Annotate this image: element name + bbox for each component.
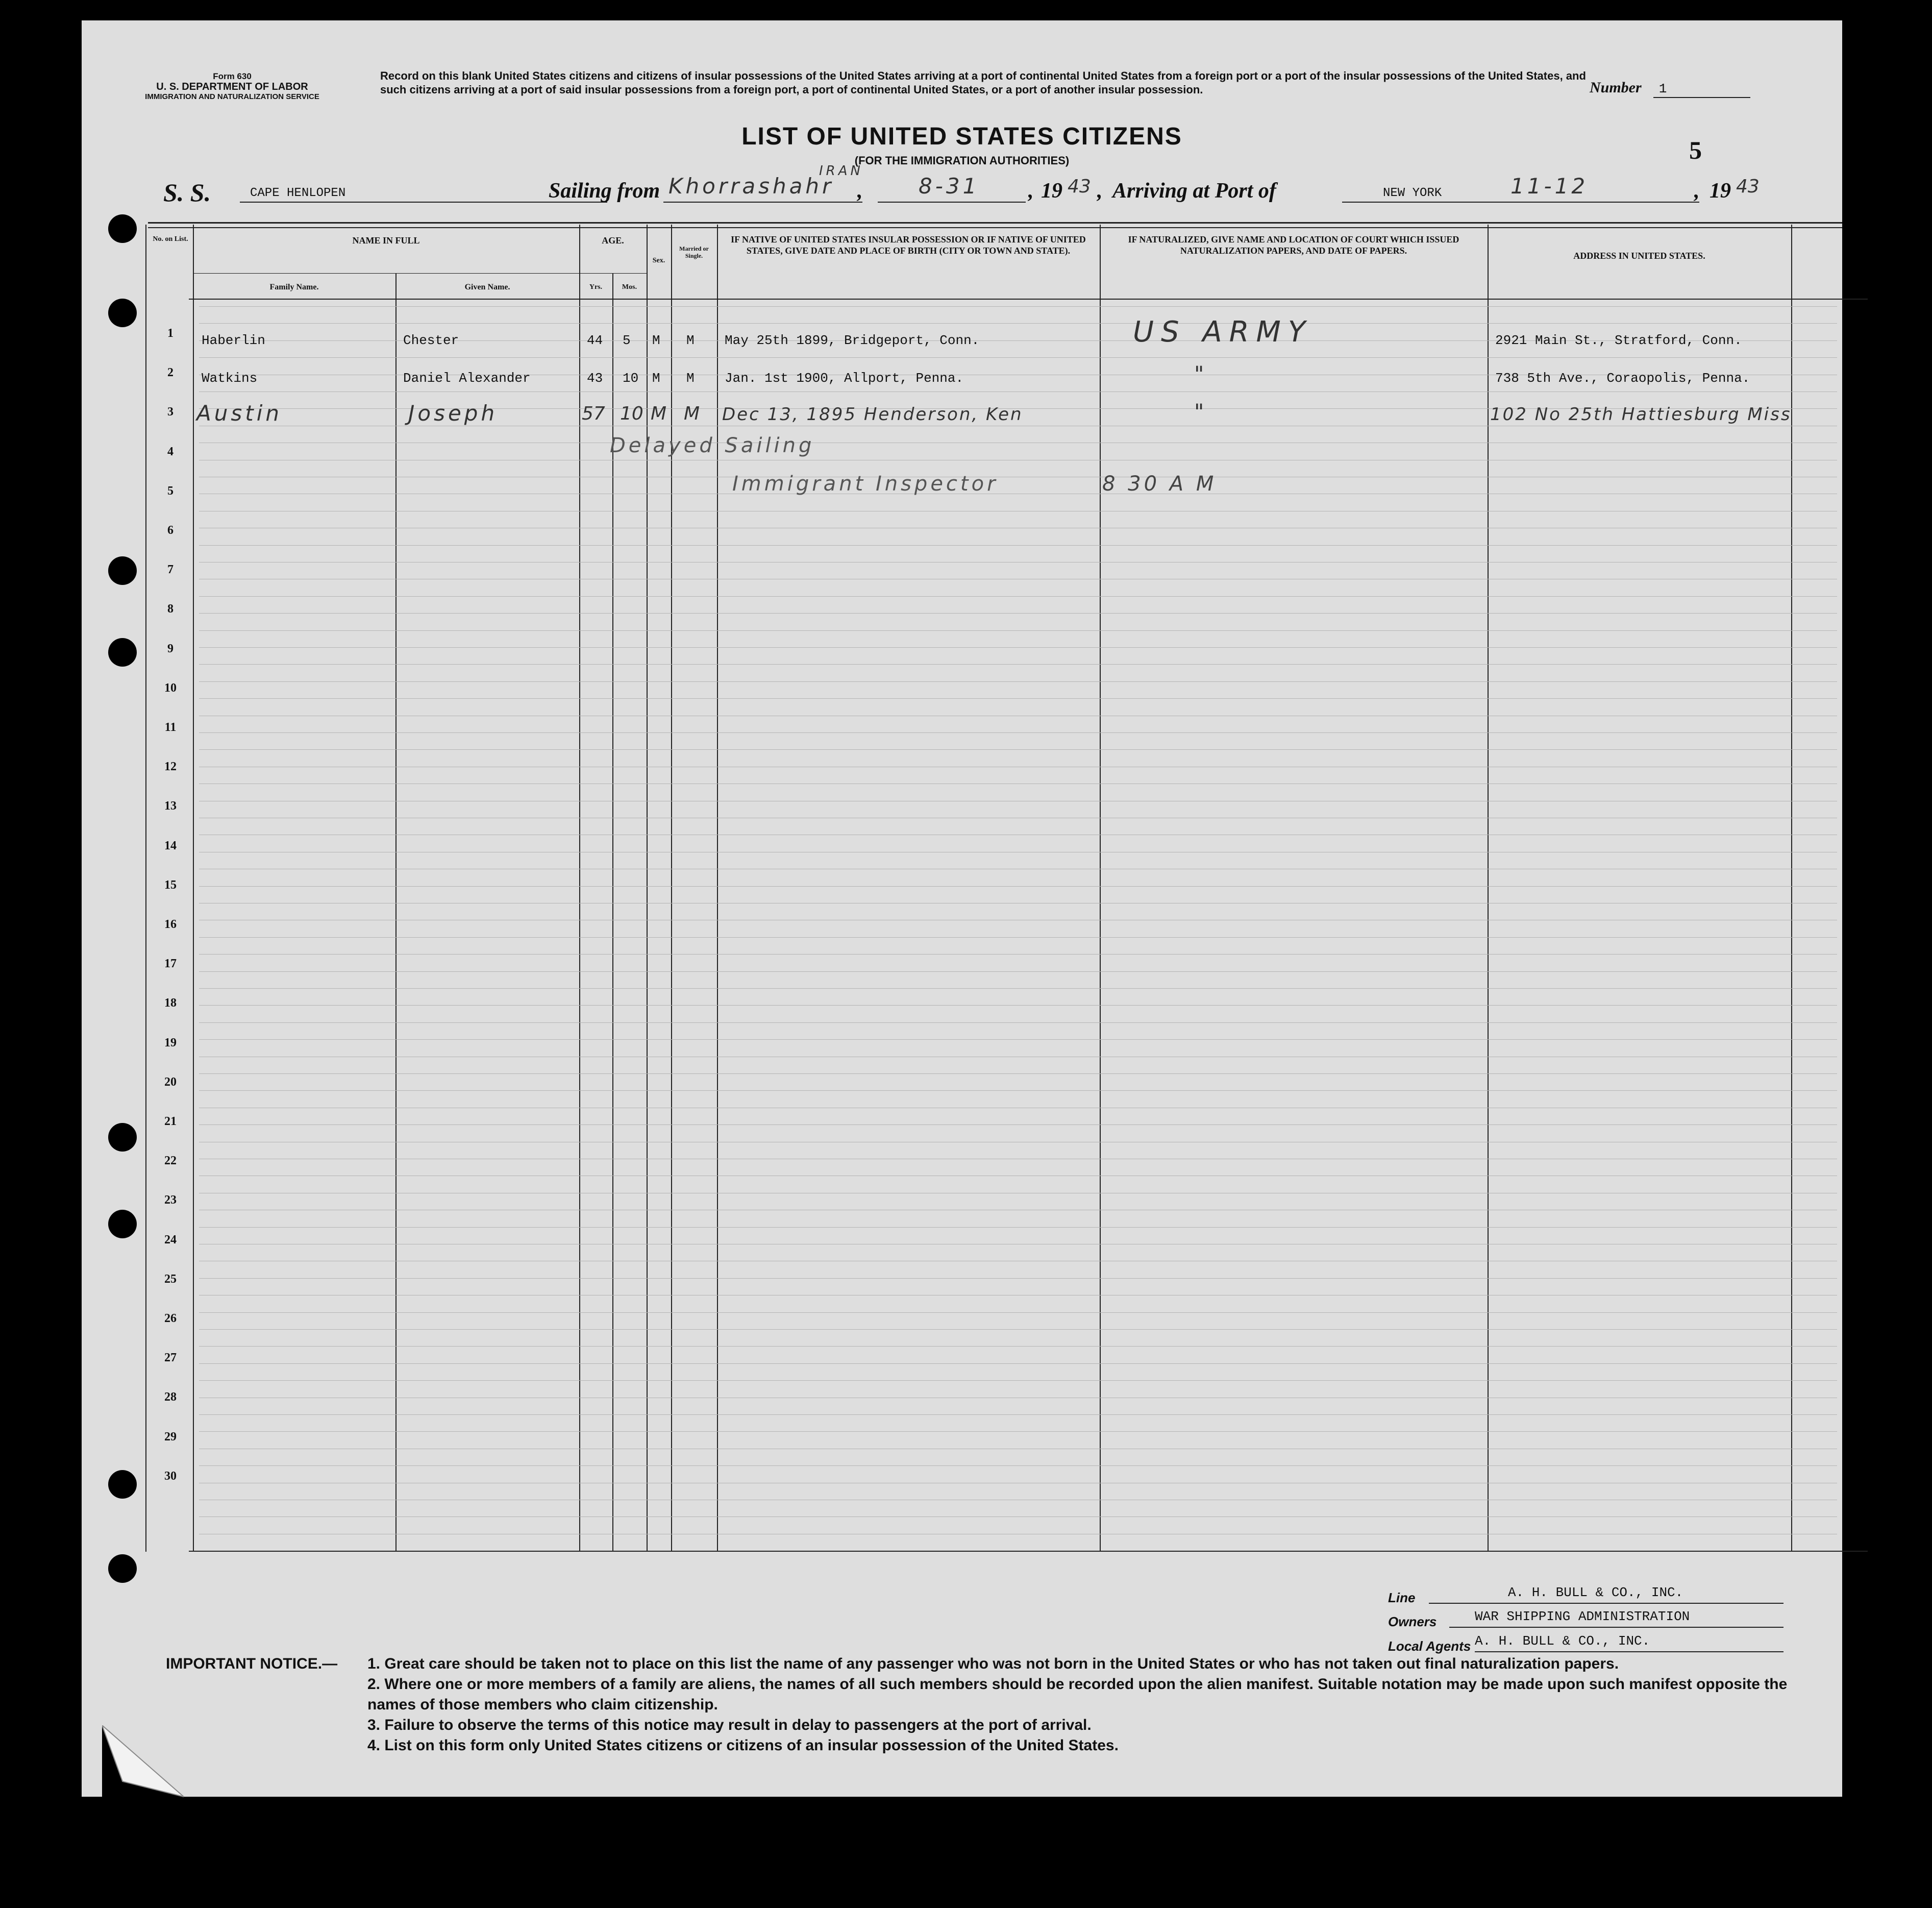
punch-hole — [108, 214, 137, 243]
ruled-line — [199, 1346, 1837, 1347]
punch-hole — [108, 1210, 137, 1238]
arrival-year-prefix: 19 — [1710, 179, 1731, 203]
sailing-label: Sailing from — [549, 179, 660, 203]
ruled-line — [199, 613, 1837, 614]
row-number: 10 — [164, 681, 177, 695]
row3-yrs: 57 — [582, 403, 605, 424]
header-address: ADDRESS IN UNITED STATES. — [1573, 251, 1705, 261]
table-top-border — [148, 222, 1842, 224]
header-family-name: Family Name. — [269, 283, 319, 291]
punch-hole — [108, 1123, 137, 1152]
page-subtitle: (FOR THE IMMIGRATION AUTHORITIES) — [854, 154, 1070, 167]
row-number: 11 — [164, 721, 177, 734]
folded-corner — [102, 1725, 194, 1802]
sailing-date: 8-31 — [919, 174, 980, 199]
header-sex: Sex. — [652, 257, 665, 264]
service-name: IMMIGRATION AND NATURALIZATION SERVICE — [145, 92, 319, 101]
form-sheet: Form 630 U. S. DEPARTMENT OF LABOR IMMIGRATION AND NATURALIZATION SERVICE Record on this blank United States citizens and citizens of insular possessions of the United States arriving at a port of continental United States from a foreign port or a port of the insular possessions of the United States, and such citizens arriving at a port of said insular possessions from a foreign port, a port of continental United States, or a port of another insular possession. Number 1 LIST OF UNITED STATES CITIZENS (FOR THE IMMIGRATION AUTHORITIES) 5 S. S. CAPE HENLOPEN Sailing from Khorrashahr IRAN , 8-31 , 19 43 , Arriving at Port of NEW YORK 11-12 , 19 43 No. on List. NAME IN FULL Family Name. Given Name. AGE. Yrs. Mos. Sex. Married or Single. IF NATIVE OF UNITED STATES INSULAR POSSESSION OR IF NATIVE OF UNITED STATES, GIVE DATE AND PLACE OF BIRTH (CITY OR TOWN AND STATE). IF NATURALIZED, GIVE NAME AND LOCATION OF COURT WHICH ISSUED NATURALIZATION PAPERS, AND DATE OF PAPERS. ADDRESS IN UNITED STATES. 1 2 3 4 5 6 7 8 9 10 11 12 13 14 15 16 17 18 19 20 21 22 23 24 25 26 27 28 29 30 Haberlin Chester 44 5 M M May 25th 1899, Bridgeport, Conn. US ARMY 2921 Main St., Stratford, Conn. Watkins Daniel Alexander 43 10 M M Jan. 1st 1900, Allport, Penna. " 738 5th Ave., Coraopolis, Penna. Austin Joseph 57 10 M M Dec 13, 1895 Henderson, Ken " 102 No 25th Hattiesburg Miss Delayed Sailing Immigrant Inspector 8 30 A M Line A. H. BULL & CO., INC. Owners WAR SHIPPING ADMINISTRATION Local Agents A. H. BULL & CO., INC. IMPORTANT NOTICE.— 1. Great care should be taken not to place on this list the name of any passenger who was not born in the United States or who has not taken out final naturalization papers. 2. Where one or more members of a family are aliens, the names of all such members should be recorded upon the alien manifest. Suitable notation may be made upon such manifest opposite the names of those members who claim citizenship. 3. Failure to observe the terms of this notice may result in delay to passengers at the port of arrival. 4. List on this form only United States citizens or citizens of an insular possession of the United States. — [82, 20, 1842, 1797]
list-number — [1590, 79, 1667, 96]
row2-sex: M — [652, 371, 660, 386]
row3-address: 102 No 25th Hattiesburg Miss — [1490, 404, 1792, 425]
ship-name: CAPE HENLOPEN — [250, 186, 346, 200]
row-number: 2 — [167, 366, 174, 380]
annotation-delayed: Delayed Sailing — [610, 434, 815, 457]
header-naturalized: IF NATURALIZED, GIVE NAME AND LOCATION OF COURT WHICH ISSUED NATURALIZATION PAPERS, AND DATE OF PAPERS. — [1128, 234, 1459, 256]
row1-birth: May 25th 1899, Bridgeport, Conn. — [725, 333, 980, 348]
form-number: Form 630 — [213, 71, 252, 81]
row-number: 30 — [164, 1469, 177, 1483]
row2-naturalized: " — [1194, 361, 1207, 386]
ruled-line — [199, 1227, 1837, 1228]
row1-given: Chester — [403, 333, 459, 348]
ruled-line — [199, 988, 1837, 989]
row2-mos: 10 — [623, 371, 639, 386]
notice-3: 3. Failure to observe the terms of this notice may result in delay to passengers at the port of arrival. — [367, 1717, 1092, 1733]
ruled-line — [199, 664, 1837, 665]
row1-naturalized: US ARMY — [1133, 315, 1313, 349]
row-number: 21 — [164, 1115, 177, 1128]
arriving-label: Arriving at Port of — [1112, 179, 1276, 203]
row3-naturalized: " — [1194, 399, 1207, 424]
row3-sex: M — [651, 403, 667, 424]
row-number: 22 — [164, 1154, 177, 1168]
punch-hole — [108, 556, 137, 585]
agents-value: A. H. BULL & CO., INC. — [1475, 1633, 1650, 1649]
row-number: 5 — [167, 484, 174, 498]
punch-hole — [108, 1470, 137, 1499]
row-number: 23 — [164, 1193, 177, 1207]
row2-birth: Jan. 1st 1900, Allport, Penna. — [725, 371, 964, 386]
row-number: 12 — [164, 760, 177, 774]
ruled-line — [199, 954, 1837, 955]
row-number: 17 — [164, 957, 177, 971]
header-mos: Mos. — [622, 283, 637, 291]
number-label: Number — [1590, 79, 1642, 96]
ruled-line — [199, 1312, 1837, 1313]
ruled-line — [199, 1090, 1837, 1091]
row3-birth: Dec 13, 1895 Henderson, Ken — [722, 404, 1023, 425]
punch-hole — [108, 638, 137, 667]
row2-yrs: 43 — [587, 371, 603, 386]
row-number: 15 — [164, 878, 177, 892]
header-birth: IF NATIVE OF UNITED STATES INSULAR POSSESSION OR IF NATIVE OF UNITED STATES, GIVE DATE AND PLACE OF BIRTH (CITY OR TOWN AND STATE). — [731, 234, 1086, 256]
header-yrs: Yrs. — [589, 283, 603, 291]
table-bottom-border — [189, 1551, 1868, 1552]
ruled-line — [199, 681, 1837, 682]
notice-title: IMPORTANT NOTICE.— — [166, 1655, 338, 1672]
ruled-line — [199, 971, 1837, 972]
ruled-line — [199, 1431, 1837, 1432]
row-number: 27 — [164, 1351, 177, 1365]
row1-mos: 5 — [623, 333, 631, 348]
sailing-note: IRAN — [819, 163, 863, 179]
table-header-bottom — [189, 299, 1868, 300]
annotation-inspector: Immigrant Inspector — [732, 472, 999, 496]
ruled-line — [199, 630, 1837, 631]
header-married: Married or Single. — [679, 245, 709, 259]
row-number: 28 — [164, 1390, 177, 1404]
number-value: 1 — [1658, 81, 1667, 96]
line-value: A. H. BULL & CO., INC. — [1508, 1585, 1683, 1600]
ruled-line — [199, 545, 1837, 546]
ruled-line — [199, 1380, 1837, 1381]
row3-family: Austin — [196, 401, 282, 426]
notice-1: 1. Great care should be taken not to place on this list the name of any passenger who was not born in the United States or who has not taken out final naturalization papers. — [367, 1655, 1619, 1672]
ruled-line — [199, 1073, 1837, 1074]
ruled-line — [199, 1465, 1837, 1466]
ruled-line — [199, 1005, 1837, 1006]
punch-hole — [108, 1554, 137, 1583]
ruled-line — [199, 1022, 1837, 1023]
row1-yrs: 44 — [587, 333, 603, 348]
row3-mos: 10 — [620, 403, 643, 424]
ruled-line — [199, 937, 1837, 938]
row2-address: 738 5th Ave., Coraopolis, Penna. — [1495, 371, 1750, 386]
arrival-date: 11-12 — [1510, 174, 1589, 199]
sailing-underline — [663, 202, 862, 203]
ruled-line — [199, 306, 1837, 307]
row-number: 14 — [164, 839, 177, 852]
header-age: AGE. — [602, 235, 624, 246]
sailing-date-underline — [878, 202, 1026, 203]
row1-marital: M — [686, 333, 695, 348]
row1-sex: M — [652, 333, 660, 348]
row1-address: 2921 Main St., Stratford, Conn. — [1495, 333, 1742, 348]
header-no: No. on List. — [153, 235, 188, 243]
ruled-line — [199, 732, 1837, 733]
header-name-in-full: NAME IN FULL — [352, 235, 420, 246]
arrival-port: NEW YORK — [1383, 186, 1442, 200]
ruled-line — [199, 323, 1837, 324]
ruled-line — [199, 1039, 1837, 1040]
ruled-line — [199, 647, 1837, 648]
notice-2: 2. Where one or more members of a family are aliens, the names of all such members should be recorded upon the alien manifest. Suitable notation may be made upon such manifest opposite the names of those members who claim citizenship. — [367, 1676, 1788, 1713]
row-number: 6 — [167, 524, 174, 537]
row2-family: Watkins — [202, 371, 258, 386]
page-title: LIST OF UNITED STATES CITIZENS — [741, 123, 1182, 150]
row2-marital: M — [686, 371, 695, 386]
owners-label: Owners — [1388, 1614, 1437, 1629]
ruled-line — [199, 1516, 1837, 1517]
row-number: 29 — [164, 1430, 177, 1444]
owners-value: WAR SHIPPING ADMINISTRATION — [1475, 1609, 1690, 1624]
form-header-agency — [138, 71, 327, 102]
row-number: 20 — [164, 1075, 177, 1089]
arrival-year: 43 — [1736, 176, 1760, 197]
header-given-name: Given Name. — [464, 283, 510, 291]
ruled-line — [199, 1124, 1837, 1125]
row-number: 1 — [167, 327, 174, 340]
page-number: 5 — [1689, 136, 1702, 164]
sailing-port: Khorrashahr — [668, 174, 834, 199]
notice-4: 4. List on this form only United States citizens or citizens of an insular possession of the United States. — [367, 1737, 1119, 1754]
ss-label: S. S. — [163, 178, 211, 207]
department-name: U. S. DEPARTMENT OF LABOR — [156, 81, 308, 92]
row3-given: Joseph — [408, 401, 498, 426]
ruled-line — [199, 596, 1837, 597]
row-number: 3 — [167, 405, 174, 419]
ruled-line — [199, 1363, 1837, 1364]
row-number: 18 — [164, 996, 177, 1010]
arrival-port-underline — [1342, 202, 1699, 203]
ruled-line — [199, 1329, 1837, 1330]
ruled-line — [199, 1278, 1837, 1279]
annotation-time: 8 30 A M — [1102, 472, 1217, 496]
row-number: 24 — [164, 1233, 177, 1246]
row-number: 25 — [164, 1272, 177, 1286]
sailing-year: 43 — [1068, 176, 1091, 197]
row-number: 4 — [167, 445, 174, 458]
ruled-line — [199, 886, 1837, 887]
row-number: 26 — [164, 1312, 177, 1325]
line-label: Line — [1388, 1590, 1416, 1605]
ruled-line — [199, 1414, 1837, 1415]
punch-hole — [108, 299, 137, 327]
row-number: 19 — [164, 1036, 177, 1049]
number-underline — [1653, 97, 1750, 98]
row-number: 9 — [167, 642, 174, 655]
ruled-line — [199, 698, 1837, 699]
row3-marital: M — [684, 403, 700, 424]
ruled-line — [199, 749, 1837, 750]
row-number: 16 — [164, 918, 177, 931]
row-number: 13 — [164, 799, 177, 813]
agents-label: Local Agents — [1388, 1638, 1471, 1654]
row-number: 8 — [167, 602, 174, 616]
row2-given: Daniel Alexander — [403, 371, 531, 386]
ruled-line — [199, 357, 1837, 358]
row-number: 7 — [167, 563, 174, 577]
row1-family: Haberlin — [202, 333, 265, 348]
sailing-year-prefix: 19 — [1041, 179, 1062, 203]
intro-text: Record on this blank United States citizens and citizens of insular possessions of the United States arriving at a port of continental United States from a foreign port or a port of the insular possessions of the United States, and such citizens arriving at a port of said insular possessions from a foreign port, a port of continental United States, or a port of another insular possession. — [380, 69, 1586, 96]
